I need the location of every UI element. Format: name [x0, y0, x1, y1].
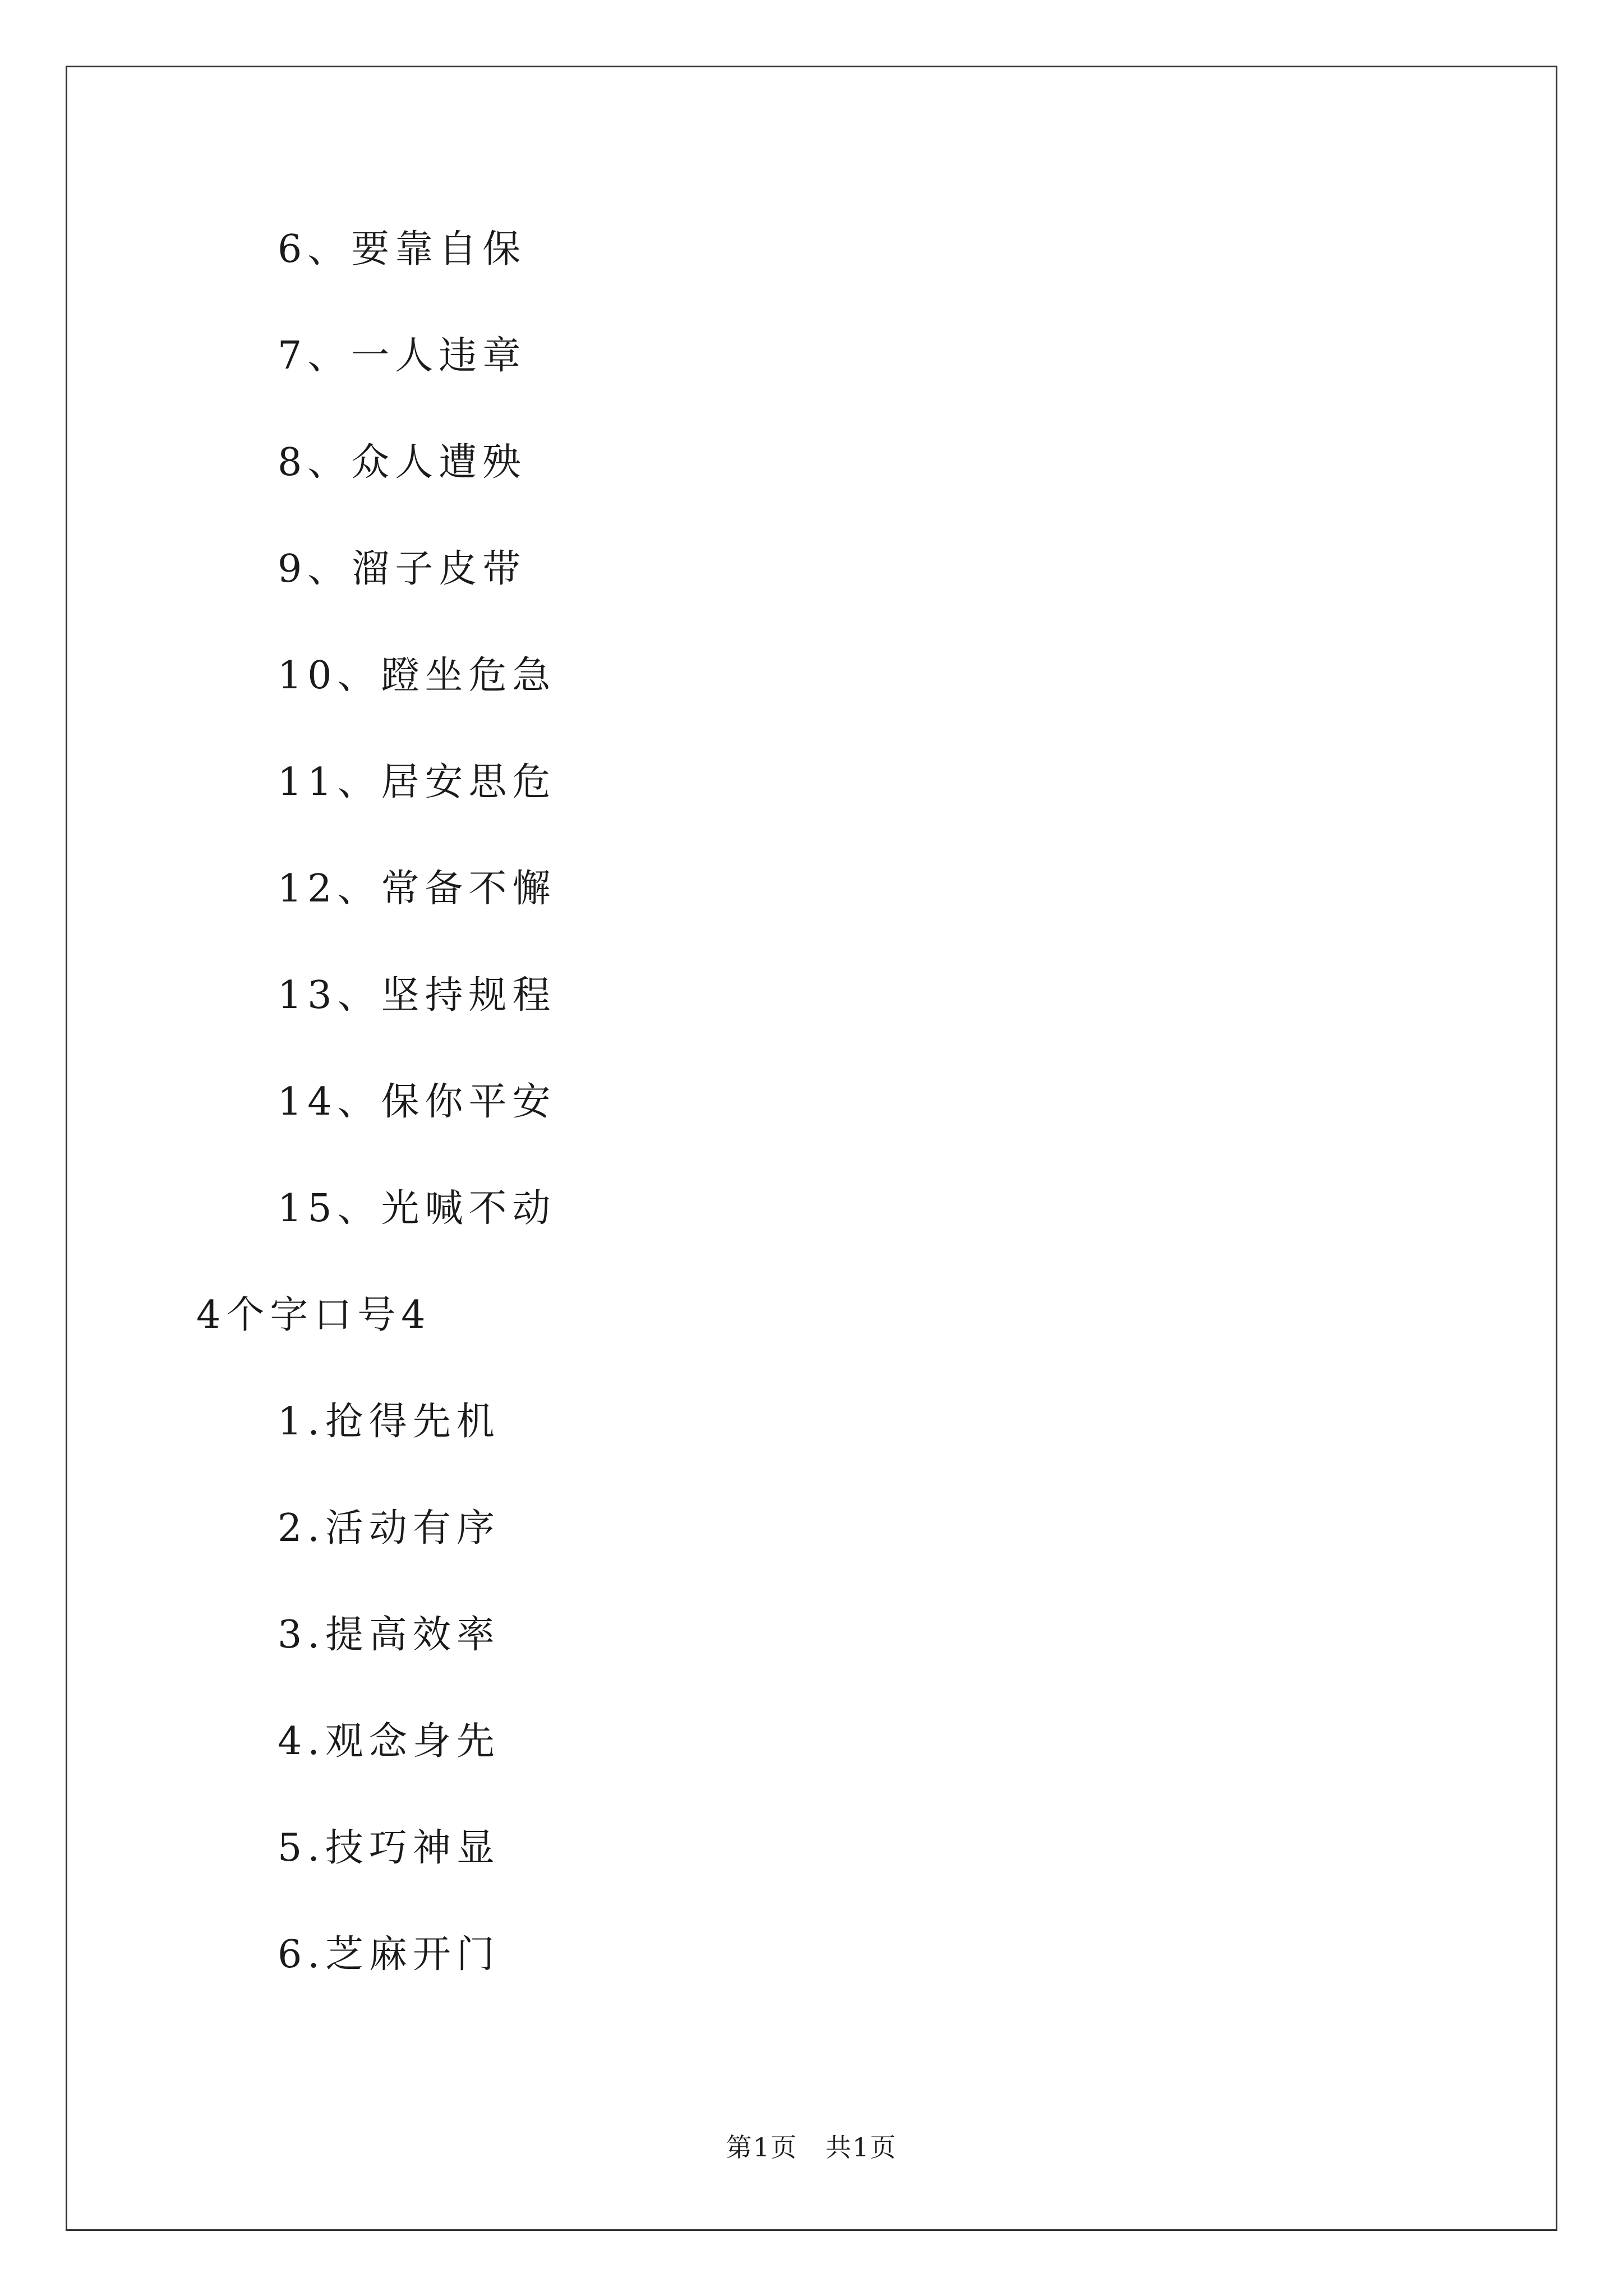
section-heading: 4个字口号4: [196, 1293, 431, 1337]
page-border: [66, 66, 1557, 2231]
list-item: 3.提高效率: [278, 1613, 500, 1657]
list-item: 13、坚持规程: [278, 973, 556, 1018]
list-item: 4.观念身先: [278, 1719, 500, 1764]
list-item: 12、常备不懈: [278, 867, 556, 911]
list-item: 15、光喊不动: [278, 1186, 556, 1231]
list-item: 1.抢得先机: [278, 1400, 500, 1444]
list-item: 14、保你平安: [278, 1080, 556, 1124]
page-footer: 第1页 共1页: [726, 2132, 897, 2162]
list-item: 2.活动有序: [278, 1506, 500, 1550]
list-item: 10、蹬坐危急: [278, 654, 556, 698]
list-item: 5.技巧神显: [278, 1826, 500, 1870]
list-item: 8、众人遭殃: [278, 440, 527, 485]
list-item: 6、要靠自保: [278, 227, 527, 272]
list-item: 7、一人违章: [278, 334, 527, 378]
list-item: 11、居安思危: [278, 760, 556, 804]
list-item: 9、溜子皮带: [278, 547, 527, 591]
list-item: 6.芝麻开门: [278, 1932, 500, 1977]
